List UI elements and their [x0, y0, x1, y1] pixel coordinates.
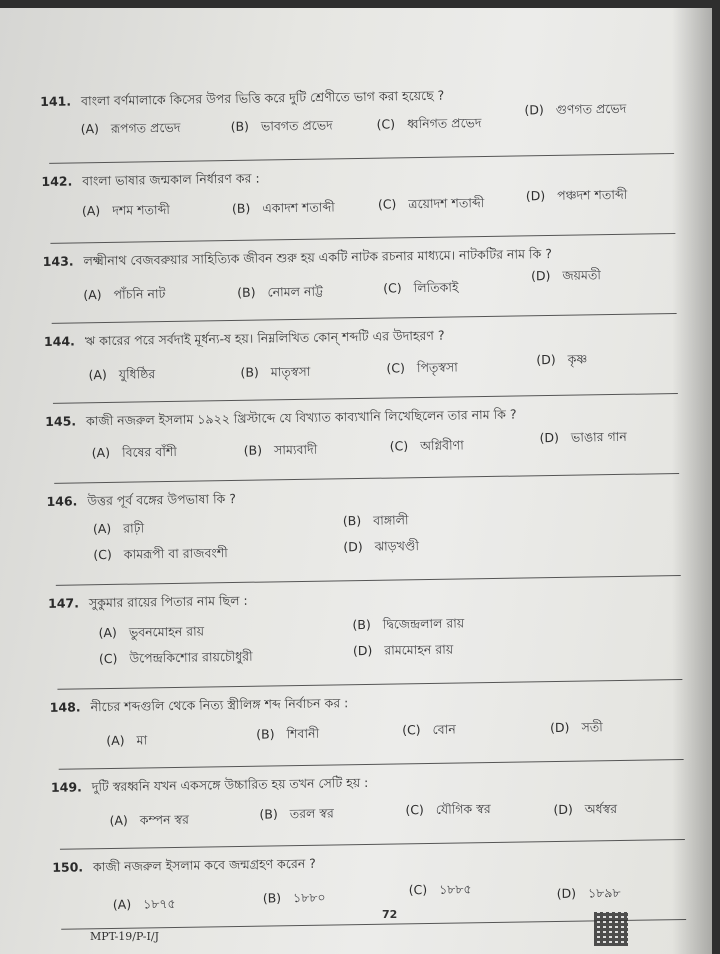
- question-143: [43, 238, 684, 328]
- option-c: (C) যৌগিক স্বর: [405, 801, 491, 818]
- option-a: (A) রূপগত প্রভেদ: [80, 119, 181, 137]
- option-c: (C) পিতৃস্বসা: [386, 359, 458, 376]
- question-number: 149.: [50, 779, 82, 795]
- option-c: (C) ধ্বনিগত প্রভেদ: [376, 115, 482, 132]
- option-d: (D) ১৮৯৮: [556, 884, 621, 901]
- question-text: দুটি স্বরধ্বনি যখন একসঙ্গে উচ্চারিত হয় তখন সেটি হয় :: [91, 774, 369, 795]
- option-d: (D) কৃষ্ণ: [536, 351, 588, 368]
- question-144: [44, 318, 685, 408]
- question-145: [45, 398, 686, 488]
- question-148: [50, 684, 691, 774]
- option-b: (B) সাম্যবাদী: [243, 441, 318, 458]
- option-b: (B) তরল স্বর: [259, 805, 334, 822]
- option-d: (D) অর্ধস্বর: [553, 801, 618, 818]
- option-d: (D) গুণগত প্রভেদ: [524, 100, 627, 118]
- question-number: 142.: [41, 173, 73, 189]
- exam-page: [0, 8, 712, 954]
- question-141: [40, 78, 681, 168]
- question-146: [46, 478, 688, 590]
- option-a: (A) রাঢ়ী: [92, 520, 145, 537]
- option-b: (B) ১৮৮০: [262, 889, 326, 906]
- question-text: বাংলা বর্ণমালাকে কিসের উপর ভিত্তি করে দুটি শ্রেণীতে ভাগ করা হয়েছে ?: [80, 87, 445, 109]
- option-d: (D) ভাঙার গান: [539, 428, 627, 446]
- question-number: 145.: [45, 413, 77, 429]
- question-text: কাজী নজরুল ইসলাম কবে জন্মগ্রহণ করেন ?: [92, 855, 316, 875]
- question-text: ঋ কারের পরে সর্বদাই মূর্ধন্য-ষ হয়। নিম্নলিখিত কোন্ শব্দটি এর উদাহরণ ?: [84, 327, 445, 349]
- option-b: (B) মাতৃস্বসা: [240, 363, 311, 380]
- question-149: [51, 764, 692, 854]
- option-a: (A) কম্পন স্বর: [109, 811, 190, 828]
- qr-code-icon: [594, 912, 628, 946]
- question-number: 147.: [47, 595, 80, 611]
- option-a: (A) ১৮৭৫: [112, 895, 176, 912]
- option-d: (D) পঞ্চদশ শতাব্দী: [525, 186, 628, 204]
- option-c: (C) অগ্নিবীণা: [389, 437, 464, 454]
- page-number: 72: [382, 908, 398, 921]
- option-a: (A) যুধিষ্ঠির: [88, 366, 156, 383]
- question-142: [41, 158, 682, 248]
- option-d: (D) জয়মতী: [530, 267, 601, 284]
- option-b: (B) একাদশ শতাব্দী: [231, 199, 335, 216]
- option-b: (B) ভাবগত প্রভেদ: [230, 117, 333, 135]
- question-text: কাজী নজরুল ইসলাম ১৯২২ খ্রিস্টাব্দে যে বিখ্যাত কাব্যখানি লিখেছিলেন তার নাম কি ?: [85, 406, 517, 429]
- question-text: সুকুমার রায়ের পিতার নাম ছিল :: [88, 592, 248, 611]
- question-text: লক্ষ্মীনাথ বেজবরুয়ার সাহিত্যিক জীবন শুরু হয় একটি নাটক রচনার মাধ্যমে। নাটকটির নাম কি ?: [83, 245, 553, 269]
- option-a: (A) মা: [106, 732, 148, 749]
- question-text: বাংলা ভাষার জন্মকাল নির্ধারণ কর :: [82, 170, 260, 189]
- option-b: (B) দ্বিজেন্দ্রলাল রায়: [352, 615, 465, 633]
- option-c: (C) ত্রয়োদশ শতাব্দী: [377, 195, 485, 212]
- option-d: (D) ঝাড়খণ্ডী: [343, 538, 420, 555]
- question-list: [40, 78, 693, 934]
- option-b: (B) শিবানী: [256, 725, 320, 742]
- question-number: 148.: [49, 699, 81, 715]
- question-number: 141.: [40, 93, 72, 109]
- question-147: [48, 580, 690, 694]
- option-c: (C) বোন: [402, 721, 456, 738]
- option-c: (C) উপেন্দ্রকিশোর রায়চৌধুরী: [98, 648, 253, 667]
- option-b: (B) নোমল নাট্ট: [237, 283, 324, 300]
- option-a: (A) পাঁচনি নাট: [83, 286, 166, 303]
- option-c: (C) লিতিকাই: [383, 279, 459, 296]
- divider: [61, 919, 686, 930]
- option-a: (A) বিষের বাঁশী: [91, 443, 178, 461]
- option-d: (D) রামমোহন রায়: [352, 641, 454, 659]
- question-number: 144.: [43, 333, 75, 349]
- option-a: (A) দশম শতাব্দী: [81, 201, 170, 219]
- question-text: উত্তর পূর্ব বঙ্গের উপভাষা কি ?: [87, 490, 237, 509]
- question-number: 150.: [52, 859, 84, 875]
- paper-code: MPT-19/P-I/J: [90, 930, 159, 943]
- question-number: 143.: [42, 253, 74, 269]
- option-c: (C) কামরূপী বা রাজবংশী: [93, 545, 228, 563]
- question-text: নীচের শব্দগুলি থেকে নিত্য স্ত্রীলিঙ্গ শব্দ নির্বাচন কর :: [90, 695, 349, 715]
- option-b: (B) বাঙ্গালী: [342, 512, 409, 529]
- option-a: (A) ভুবনমোহন রায়: [98, 623, 205, 641]
- question-number: 146.: [46, 493, 78, 509]
- option-c: (C) ১৮৮৫: [408, 881, 472, 898]
- option-d: (D) সতী: [549, 719, 603, 736]
